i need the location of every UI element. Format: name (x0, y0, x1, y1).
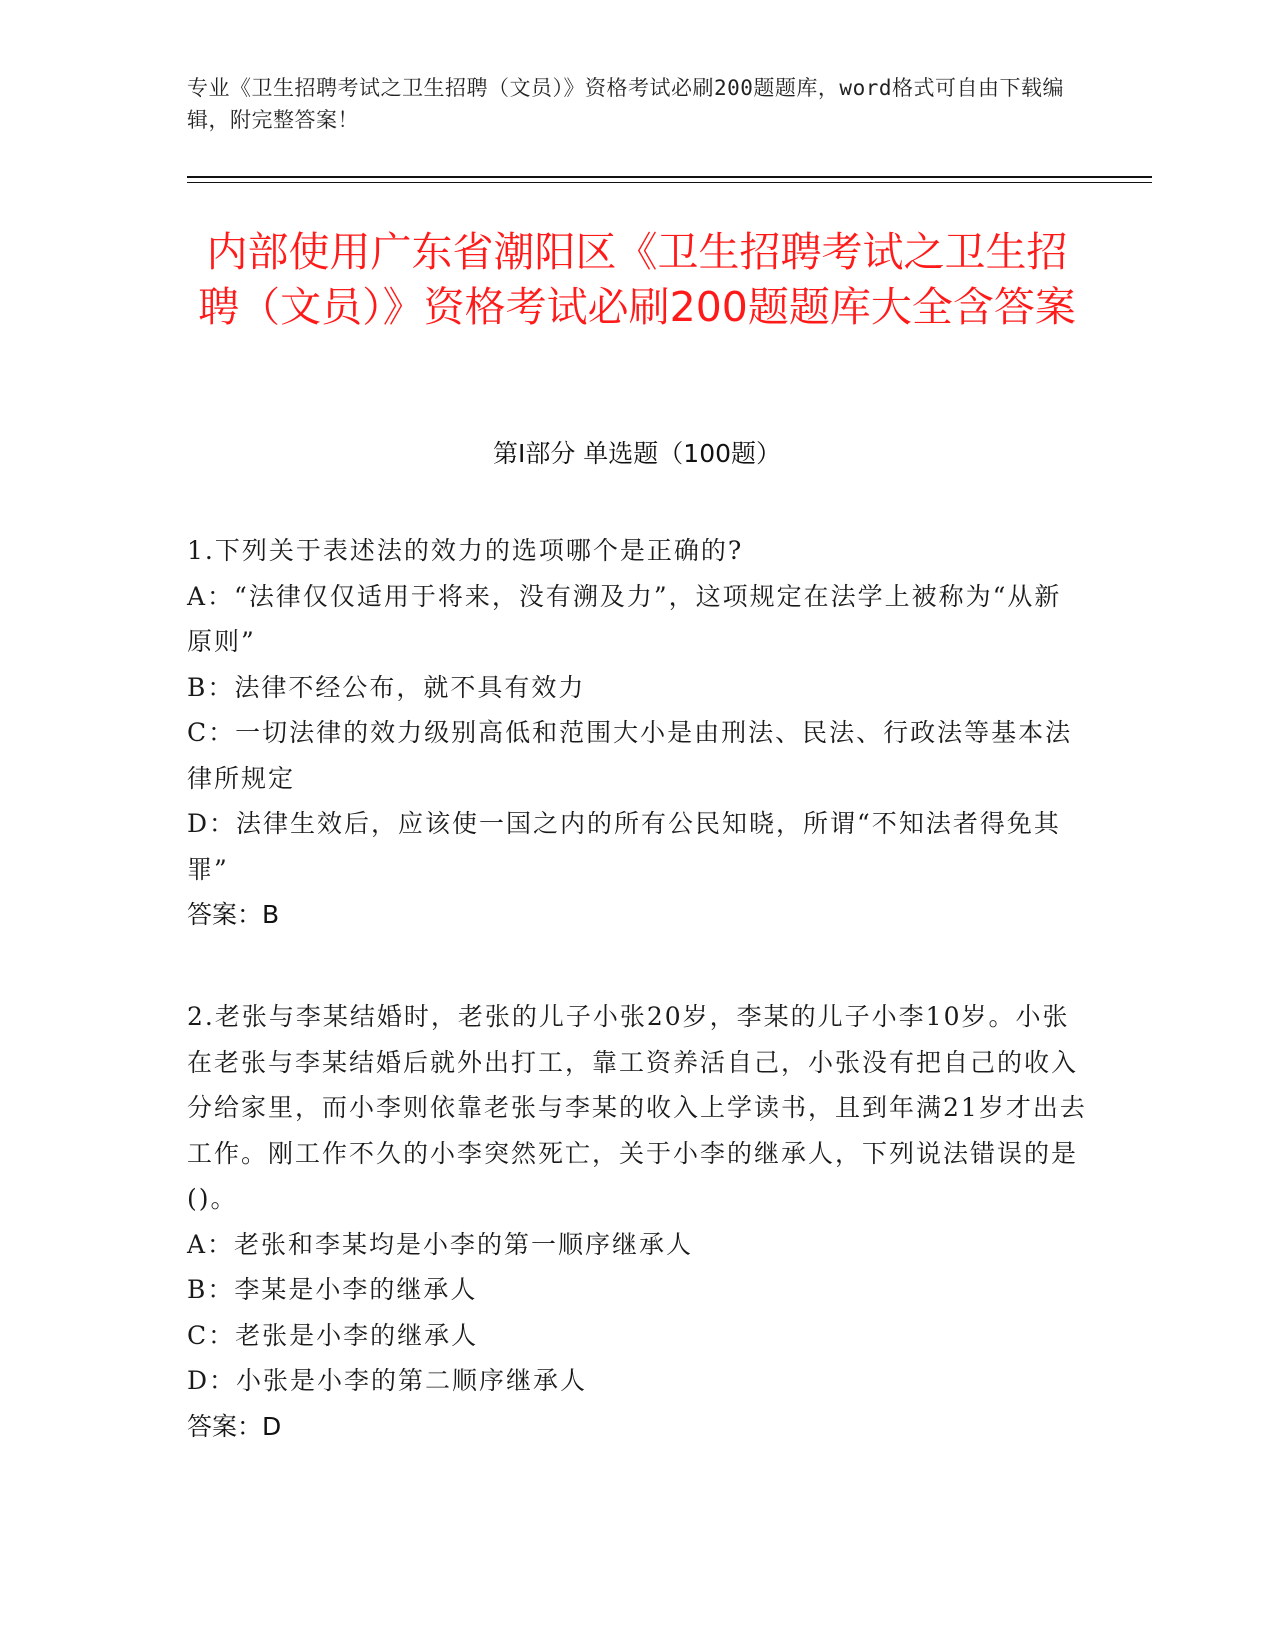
section-title: 第I部分 单选题（100题） (492, 439, 782, 468)
option-d: D：小张是小李的第二顺序继承人 (187, 1366, 588, 1395)
option-b: B：法律不经公布，就不具有效力 (187, 672, 586, 702)
document-title: 内部使用广东省潮阳区《卫生招聘考试之卫生招聘（文员）》资格考试必刷200题题库大全含答案 (198, 228, 1076, 331)
question-stem: 1.下列关于表述法的效力的选项哪个是正确的? (187, 536, 744, 565)
option-c: C：老张是小李的继承人 (187, 1320, 479, 1350)
option-b: B：李某是小李的继承人 (187, 1275, 478, 1304)
question-2 (187, 994, 1087, 1450)
answer: 答案：B (187, 900, 280, 929)
option-d: D：法律生效后，应该使一国之内的所有公民知晓，所谓“不知法者得免其罪” (187, 809, 1061, 884)
header-divider-thick (187, 176, 1152, 178)
header-note: 专业《卫生招聘考试之卫生招聘（文员）》资格考试必刷200题题库，word格式可自由下载编辑，附完整答案！ (187, 76, 1064, 132)
header-divider-thin (187, 182, 1152, 183)
option-a: A：“法律仅仅适用于将来，没有溯及力”，这项规定在法学上被称为“从新原则” (187, 581, 1062, 656)
question-stem: 2.老张与李某结婚时，老张的儿子小张20岁，李某的儿子小李10岁。小张在老张与李某结婚后就外出打工，靠工资养活自己，小张没有把自己的收入分给家里，而小李则依靠老张与李某的收入上学读书，且到年满21岁才出去工作。刚工作不久的小李突然死亡，关于小李的继承人，下列说法错误的是()。 (187, 1002, 1087, 1213)
question-list (187, 528, 1087, 1506)
option-c: C：一切法律的效力级别高低和范围大小是由刑法、民法、行政法等基本法律所规定 (187, 718, 1073, 793)
option-a: A：老张和李某均是小李的第一顺序继承人 (187, 1229, 694, 1259)
answer: 答案：D (187, 1411, 282, 1441)
question-1 (187, 528, 1087, 938)
